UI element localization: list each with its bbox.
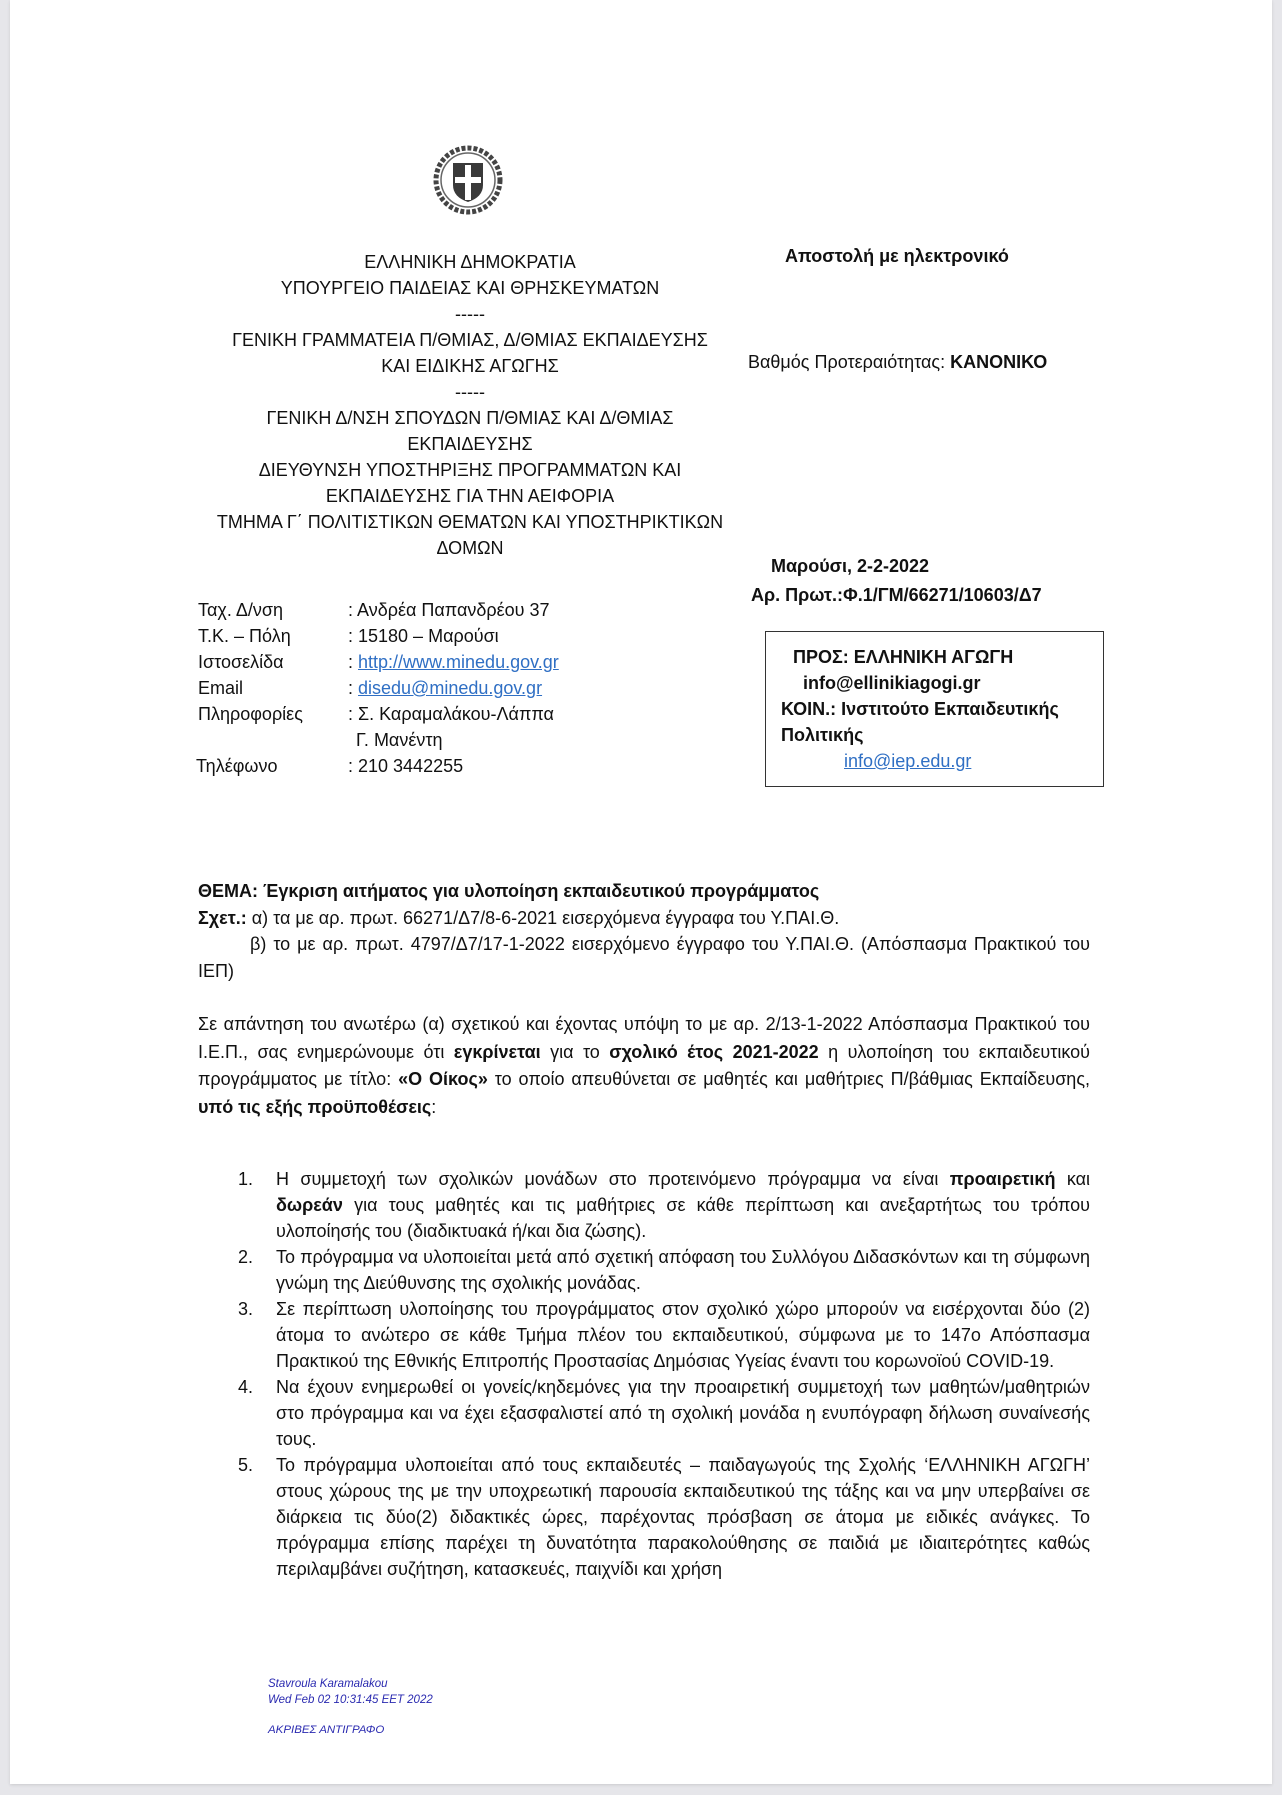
info-label: Πληροφορίες bbox=[198, 704, 303, 724]
condition-item bbox=[238, 1452, 1090, 1582]
header-line: ΕΚΠΑΙΔΕΥΣΗΣ ΓΙΑ ΤΗΝ ΑΕΙΦΟΡΙΑ bbox=[325, 486, 615, 506]
address-label: Ταχ. Δ/νση bbox=[198, 600, 284, 620]
item-number: 5. bbox=[238, 1455, 254, 1475]
separator: : bbox=[348, 678, 359, 698]
subject-line bbox=[198, 878, 1090, 905]
item-emphasis: προαιρετική bbox=[949, 1169, 1056, 1189]
header-line: ΕΚΠΑΙΔΕΥΣΗΣ bbox=[407, 434, 533, 454]
item-text: Το πρόγραμμα υλοποιείται από τους εκπαιδευτές – παιδαγωγούς της Σχολής ‘ΕΛΛΗΝΙΚΗ ΑΓΩΓΗ’ στους χώρους της με την υποχρεωτική παρουσία εκπαιδευτικού της τάξης και να μην υπερβαίνει σε διάρκεια τις δύο(2) διδακτικές ώρες, παρέχοντας πρόσβαση σε άτομα με ειδικές ανάγκες. Το πρόγραμμα επίσης παρέχει τη δυνατότητα παρακολούθησης σε παιδιά με ιδιαιτερότητες καθώς περιλαμβάνει συζήτηση, κατασκευές, παιχνίδι και χρήση bbox=[276, 1455, 1090, 1579]
reference-a-text: α) τα με αρ. πρωτ. 66271/Δ7/8-6-2021 εισερχόμενα έγγραφα του Υ.ΠΑΙ.Θ. bbox=[246, 907, 840, 928]
document-page bbox=[10, 0, 1272, 1784]
priority-level bbox=[748, 352, 1047, 373]
cc-email-link[interactable]: info@iep.edu.gr bbox=[844, 751, 972, 771]
certified-copy-label: ΑΚΡΙΒΕΣ ΑΝΤΙΓΡΑΦΟ bbox=[268, 1724, 385, 1736]
body-emphasis: εγκρίνεται bbox=[453, 1041, 541, 1062]
item-number: 1. bbox=[238, 1169, 254, 1189]
email-label: Email bbox=[198, 678, 244, 698]
header-separator: ----- bbox=[455, 382, 485, 402]
body-text: : bbox=[431, 1096, 437, 1117]
item-number: 4. bbox=[238, 1377, 254, 1397]
body-text: το οποίο απευθύνεται σε μαθητές και μαθήτριες Π/βάθμιας Εκπαίδευσης, bbox=[487, 1069, 1090, 1089]
priority-label: Βαθμός Προτεραιότητας: bbox=[748, 352, 951, 372]
cc-recipient: ΚΟΙΝ.: Ινστιτούτο Εκπαιδευτικής bbox=[781, 699, 1059, 719]
subject-block bbox=[198, 878, 1090, 984]
phone-label: Τηλέφωνο bbox=[196, 756, 278, 776]
condition-item bbox=[238, 1166, 1090, 1244]
item-number: 2. bbox=[238, 1247, 254, 1267]
condition-item bbox=[238, 1296, 1090, 1374]
info-value-2: Γ. Μανέντη bbox=[356, 730, 443, 750]
body-text: Σε απάντηση του ανωτέρω (α) σχετικού και έχοντας υπόψη το με αρ. 2/13-1-2022 Απόσπασμα Πρακτικού του Ι.Ε.Π., σας ενημερώνουμε ότι bbox=[198, 1014, 1090, 1062]
conditions-list bbox=[238, 1166, 1090, 1582]
zip-city-label: Τ.Κ. – Πόλη bbox=[198, 626, 291, 646]
header-line: ΔΟΜΩΝ bbox=[436, 538, 504, 558]
condition-item bbox=[238, 1244, 1090, 1296]
reference-label: Σχετ.: bbox=[198, 907, 247, 928]
item-text: Το πρόγραμμα να υλοποιείται μετά από σχετική απόφαση του Συλλόγου Διδασκόντων και τη σύμφωνη γνώμη της Διεύθυνσης της σχολικής μονάδας. bbox=[276, 1247, 1090, 1293]
signer-name: Stavroula Karamalakou bbox=[268, 1678, 388, 1690]
reference-a bbox=[198, 905, 1090, 932]
address-value: : Ανδρέα Παπανδρέου 37 bbox=[348, 600, 550, 620]
priority-value: ΚΑΝΟΝΙΚΟ bbox=[950, 352, 1048, 372]
signature-timestamp: Wed Feb 02 10:31:45 EET 2022 bbox=[268, 1694, 433, 1706]
item-emphasis: δωρεάν bbox=[276, 1195, 343, 1215]
body-text: η υλοποίηση του εκπαιδευτικού προγράμματος με τίτλο: bbox=[198, 1041, 1091, 1089]
item-text: Να έχουν ενημερωθεί οι γονείς/κηδεμόνες για την προαιρετική συμμετοχή των μαθητών/μαθητριών στο πρόγραμμα και να έχει εξασφαλιστεί από τη σχολική μονάδα η ενυπόγραφη δήλωση συναίνεσής τους. bbox=[276, 1377, 1090, 1449]
reference-b: β) το με αρ. πρωτ. 4797/Δ7/17-1-2022 εισερχόμενο έγγραφο του Υ.ΠΑΙ.Θ. (Απόσπασμα Πρακτικού του ΙΕΠ) bbox=[198, 934, 1090, 981]
info-value: : Σ. Καραμαλάκου-Λάππα bbox=[348, 704, 554, 724]
zip-city-value: : 15180 – Μαρούσι bbox=[348, 626, 499, 646]
phone-value: : 210 3442255 bbox=[348, 756, 464, 776]
separator: : bbox=[348, 652, 359, 672]
place-date: Μαρούσι, 2-2-2022 bbox=[771, 556, 930, 576]
item-text: Σε περίπτωση υλοποίησης του προγράμματος στον σχολικό χώρο μπορούν να εισέρχονται δύο (2) άτομα το ανώτερο σε κάθε Τμήμα πλέον του εκπαιδευτικού, σύμφωνα με το 147ο Απόσπασμα Πρακτικού της Εθνικής Επιτροπής Προστασίας Δημόσιας Υγείας έναντι του κορωνοϊού COVID-19. bbox=[276, 1299, 1090, 1371]
header-line: ΔΙΕΥΘΥΝΣΗ ΥΠΟΣΤΗΡΙΞΗΣ ΠΡΟΓΡΑΜΜΑΤΩΝ ΚΑΙ bbox=[258, 460, 682, 480]
header-line: ΤΜΗΜΑ Γ΄ ΠΟΛΙΤΙΣΤΙΚΩΝ ΘΕΜΑΤΩΝ ΚΑΙ ΥΠΟΣΤΗΡΙΚΤΙΚΩΝ bbox=[216, 512, 724, 532]
header-line: ΥΠΟΥΡΓΕΙΟ ΠΑΙΔΕΙΑΣ ΚΑΙ ΘΡΗΣΚΕΥΜΑΤΩΝ bbox=[280, 278, 660, 298]
digital-signature bbox=[268, 1676, 433, 1738]
subject-text: Έγκριση αιτήματος για υλοποίηση εκπαιδευτικού προγράμματος bbox=[263, 881, 820, 901]
program-title: «Ο Οίκος» bbox=[398, 1069, 488, 1089]
subject-label: ΘΕΜΑ: bbox=[198, 881, 263, 901]
body-text: για το bbox=[540, 1041, 610, 1062]
header-line: ΓΕΝΙΚΗ ΓΡΑΜΜΑΤΕΙΑ Π/ΘΜΙΑΣ, Δ/ΘΜΙΑΣ ΕΚΠΑΙΔΕΥΣΗΣ bbox=[232, 330, 708, 350]
protocol-number: Αρ. Πρωτ.:Φ.1/ΓΜ/66271/10603/Δ7 bbox=[751, 585, 1042, 605]
condition-item bbox=[238, 1374, 1090, 1452]
body-paragraph bbox=[198, 1011, 1090, 1121]
item-text: και bbox=[1055, 1169, 1091, 1189]
header-line: ΓΕΝΙΚΗ Δ/ΝΣΗ ΣΠΟΥΔΩΝ Π/ΘΜΙΑΣ ΚΑΙ Δ/ΘΜΙΑΣ bbox=[266, 408, 674, 428]
website-link[interactable]: http://www.minedu.gov.gr bbox=[358, 652, 559, 672]
header-separator: ----- bbox=[455, 304, 485, 324]
recipient-email: info@ellinikiagogi.gr bbox=[803, 673, 981, 693]
recipient-to: ΠΡΟΣ: ΕΛΛΗΝΙΚΗ ΑΓΩΓΗ bbox=[793, 647, 1014, 667]
item-text: για τους μαθητές και τις μαθήτριες σε κάθε περίπτωση και ανεξαρτήτως του τρόπου υλοποίησής του (διαδικτυακά ή/και δια ζώσης). bbox=[276, 1195, 1090, 1241]
email-link[interactable]: disedu@minedu.gov.gr bbox=[358, 678, 543, 698]
header-line: ΕΛΛΗΝΙΚΗ ΔΗΜΟΚΡΑΤΙΑ bbox=[364, 252, 576, 272]
item-number: 3. bbox=[238, 1299, 254, 1319]
item-text: Η συμμετοχή των σχολικών μονάδων στο προτεινόμενο πρόγραμμα να είναι bbox=[276, 1169, 950, 1189]
recipients-box bbox=[765, 631, 1104, 787]
body-emphasis: υπό τις εξής προϋποθέσεις bbox=[198, 1096, 432, 1117]
body-emphasis: σχολικό έτος 2021-2022 bbox=[609, 1041, 819, 1062]
greek-coat-of-arms-icon bbox=[433, 145, 503, 215]
delivery-method: Αποστολή με ηλεκτρονικό bbox=[785, 246, 1009, 266]
header-line: ΚΑΙ ΕΙΔΙΚΗΣ ΑΓΩΓΗΣ bbox=[381, 356, 559, 376]
cc-recipient-cont: Πολιτικής bbox=[781, 725, 864, 745]
website-label: Ιστοσελίδα bbox=[198, 652, 284, 672]
